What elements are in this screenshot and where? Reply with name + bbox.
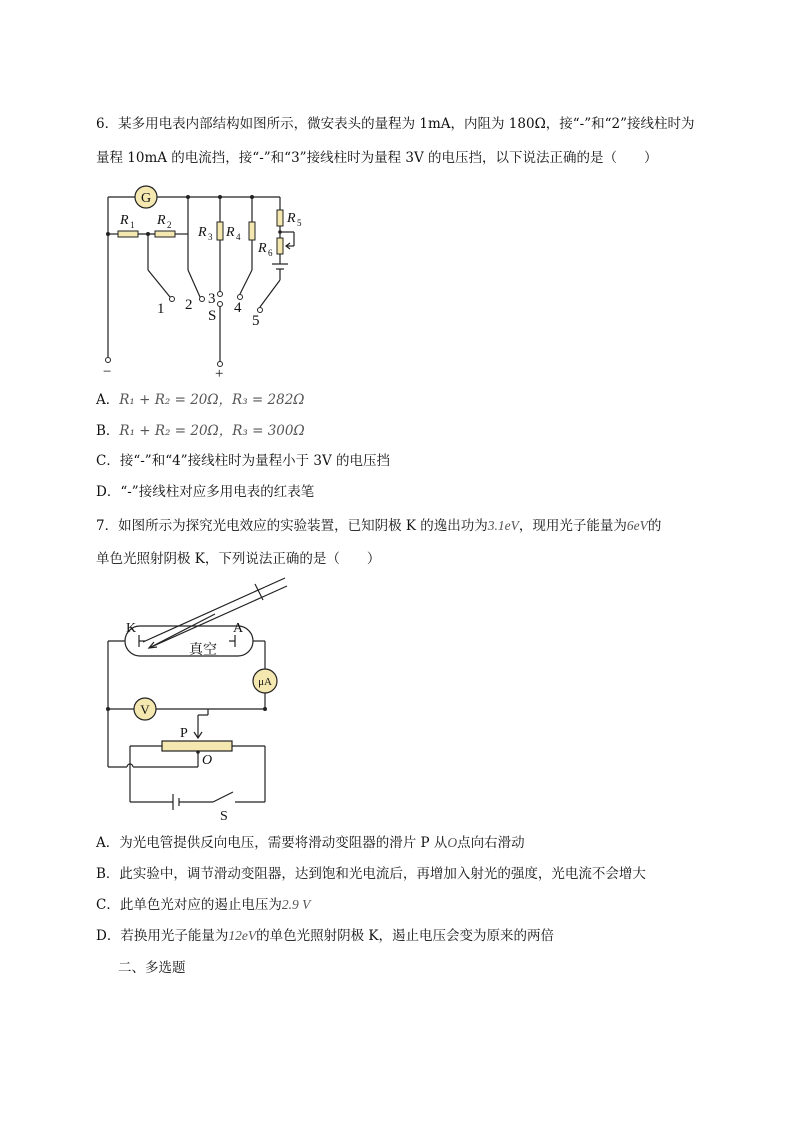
resistor-r6: [277, 238, 283, 254]
label-r3: R: [198, 225, 207, 240]
label-r3-sub: 3: [208, 232, 213, 242]
slider-p-label: P: [180, 726, 188, 741]
q7-option-d[interactable]: [96, 926, 554, 946]
photoelectric-apparatus-diagram: [105, 582, 290, 822]
point-o-label: O: [202, 753, 213, 768]
option-a-label: A．: [96, 392, 120, 408]
anode-a-label: A: [233, 621, 244, 636]
label-r2-sub: 2: [167, 220, 172, 230]
q7-line-1-part-a: 7．如图所示为探究光电效应的实验装置，已知阴极 K 的逸出功为: [96, 518, 488, 534]
multimeter-circuit-diagram: [100, 182, 310, 382]
q6-option-d[interactable]: D．“-”接线柱对应多用电表的红表笔: [96, 484, 315, 500]
vacuum-label: 真空: [189, 643, 217, 658]
terminal-3-label: 3: [208, 291, 216, 307]
resistor-r2: [155, 231, 175, 237]
photon-energy-value: 6eV: [626, 518, 648, 533]
q7-option-d-part-b: 的单色光照射阴极 K，遏止电压会变为原来的两倍: [256, 928, 554, 944]
terminal-1-label: 1: [157, 301, 165, 317]
q7-line-1: [96, 516, 661, 536]
terminal-4-label: 4: [234, 300, 242, 316]
q7-option-a-part-a: A．为光电管提供反向电压，需要将滑动变阻器的滑片 P 从: [96, 835, 448, 851]
resistor-r5: [277, 210, 283, 226]
label-r1-sub: 1: [130, 220, 135, 230]
q7-option-d-value: 12eV: [228, 928, 257, 943]
plus-terminal-label: +: [215, 366, 224, 382]
q7-option-c[interactable]: [96, 895, 310, 915]
label-r4-sub: 4: [236, 232, 241, 242]
work-function-value: 3.1eV: [487, 518, 519, 533]
terminal-2-label: 2: [185, 297, 193, 313]
rheostat-icon: [162, 741, 232, 751]
label-r2: R: [157, 213, 166, 228]
resistor-r3: [217, 222, 223, 240]
voltmeter-label: V: [140, 702, 150, 717]
option-b-label: B．: [96, 423, 120, 439]
q6-line-2: 量程 10mA 的电流挡，接“-”和“3”接线柱时为量程 3V 的电压挡，以下说法正确的是（ ）: [96, 150, 658, 166]
q7-option-a[interactable]: [96, 833, 525, 853]
label-r1: R: [120, 213, 129, 228]
switch-s-label: S: [208, 308, 217, 324]
q7-line-1-part-c: 的: [647, 518, 662, 534]
q7-option-b[interactable]: B．此实验中，调节滑动变阻器，达到饱和光电流后，再增加入射光的强度，光电流不会增大: [96, 866, 646, 882]
q7-line-1-part-b: ，现用光子能量为: [518, 518, 627, 534]
label-r6-sub: 6: [268, 248, 273, 258]
section-heading: 二、多选题: [118, 960, 186, 976]
q6-option-a[interactable]: [96, 390, 305, 410]
q6-option-c[interactable]: C．接“-”和“4”接线柱时为量程小于 3V 的电压挡: [96, 453, 391, 469]
label-r5: R: [287, 211, 296, 226]
q7-line-2: 单色光照射阴极 K，下列说法正确的是（ ）: [96, 551, 381, 567]
resistor-r1: [118, 231, 138, 237]
terminal-5-label: 5: [252, 313, 260, 329]
cathode-k-label: K: [126, 621, 137, 636]
q6-option-b[interactable]: [96, 421, 305, 441]
option-b-formula: R₁ + R₂ = 20Ω，R₃ = 300Ω: [119, 423, 305, 439]
minus-terminal-label: −: [103, 364, 112, 380]
q7-option-c-value: 2.9 V: [281, 897, 311, 912]
microammeter-label: μA: [258, 676, 272, 688]
q7-option-c-part-a: C．此单色光对应的遏止电压为: [96, 897, 282, 913]
label-r4: R: [226, 225, 235, 240]
q7-option-d-part-a: D．若换用光子能量为: [96, 928, 229, 944]
label-r6: R: [258, 241, 267, 256]
switch-s-label: S: [220, 809, 228, 824]
q7-option-a-point: O: [447, 835, 458, 850]
label-r5-sub: 5: [297, 218, 302, 228]
option-a-formula: R₁ + R₂ = 20Ω，R₃ = 282Ω: [119, 392, 305, 408]
q7-option-a-part-b: 点向右滑动: [457, 835, 525, 851]
galvanometer-label: G: [140, 191, 152, 206]
q6-line-1: 6．某多用电表内部结构如图所示，微安表头的量程为 1mA，内阻为 180Ω，接“-”和“2”接线柱时为: [96, 116, 695, 132]
resistor-r4: [249, 222, 255, 240]
